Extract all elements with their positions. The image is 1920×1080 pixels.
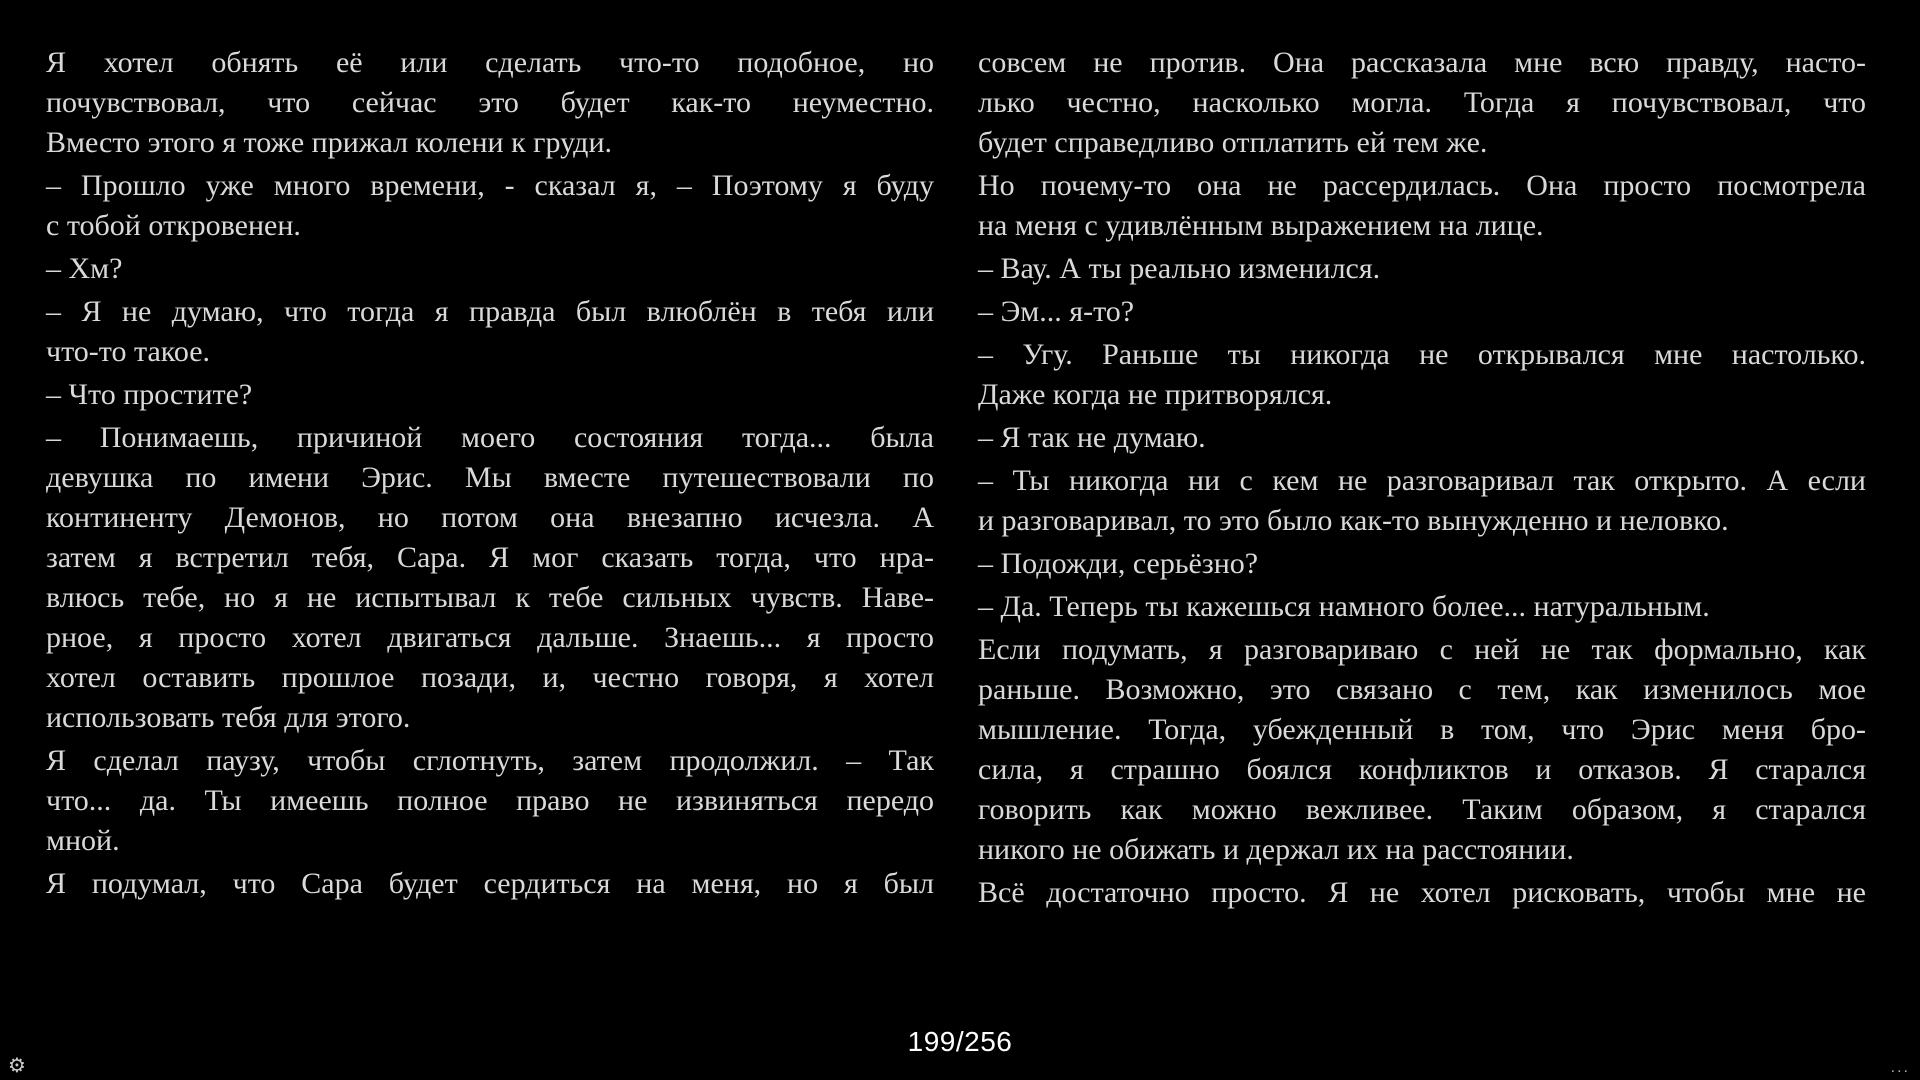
text-line: с тобой откровенен. xyxy=(46,209,301,242)
text-line: – Прошло уже много времени, - сказал я, – Поэтому я буду xyxy=(46,169,934,202)
text-line: что... да. Ты имеешь полное право не извиняться передо xyxy=(46,784,934,817)
paragraph xyxy=(978,292,1866,332)
paragraph xyxy=(978,335,1866,415)
text-line: – Хм? xyxy=(46,252,123,285)
text-line: хотел оставить прошлое позади, и, честно говоря, я хотел xyxy=(46,661,934,694)
text-line: использовать тебя для этого. xyxy=(46,701,411,734)
text-line: – Да. Теперь ты кажешься намного более... натуральным. xyxy=(978,590,1710,623)
text-line: Если подумать, я разговариваю с ней не так формально, как xyxy=(978,633,1866,666)
text-line: Я подумал, что Сара будет сердиться на меня, но я был xyxy=(46,867,934,900)
text-line: говорить как можно вежливее. Таким образом, я старался xyxy=(978,793,1866,826)
reader-column-right xyxy=(978,40,1866,916)
paragraph xyxy=(978,873,1866,913)
text-line: – Угу. Раньше ты никогда не открывался мне настолько. xyxy=(978,338,1866,371)
text-line: на меня с удивлённым выражением на лице. xyxy=(978,209,1544,242)
text-line: Даже когда не притворялся. xyxy=(978,378,1333,411)
text-line: – Что простите? xyxy=(46,378,253,411)
paragraph xyxy=(46,418,934,738)
text-line: континенту Демонов, но потом она внезапно исчезла. А xyxy=(46,501,934,534)
text-line: сила, я страшно боялся конфликтов и отказов. Я старался xyxy=(978,753,1866,786)
text-line: почувствовал, что сейчас это будет как-то неуместно. xyxy=(46,86,934,119)
paragraph xyxy=(978,461,1866,541)
paragraph xyxy=(46,375,934,415)
text-line: и разговаривал, то это было как-то вынужденно и неловко. xyxy=(978,504,1729,537)
text-line: – Вау. А ты реально изменился. xyxy=(978,252,1381,285)
text-line: Но почему-то она не рассердилась. Она просто посмотрела xyxy=(978,169,1866,202)
ellipsis-icon: ... xyxy=(1890,1059,1910,1076)
paragraph xyxy=(46,864,934,904)
text-line: – Понимаешь, причиной моего состояния тогда... была xyxy=(46,421,934,454)
paragraph xyxy=(46,43,934,163)
gear-icon: ⚙ xyxy=(8,1053,26,1077)
text-line: Я хотел обнять её или сделать что-то подобное, но xyxy=(46,46,934,79)
text-line: будет справедливо отплатить ей тем же. xyxy=(978,126,1488,159)
paragraph xyxy=(978,630,1866,870)
text-line: девушка по имени Эрис. Мы вместе путешествовали по xyxy=(46,461,934,494)
text-columns xyxy=(46,40,1866,916)
text-line: мной. xyxy=(46,824,120,857)
paragraph xyxy=(46,249,934,289)
text-line: – Я так не думаю. xyxy=(978,421,1206,454)
settings-button[interactable] xyxy=(8,1055,26,1075)
paragraph xyxy=(978,43,1866,163)
paragraph xyxy=(978,587,1866,627)
text-line: Всё достаточно просто. Я не хотел рисковать, чтобы мне не xyxy=(978,876,1866,909)
text-line: лько честно, насколько могла. Тогда я почувствовал, что xyxy=(978,86,1866,119)
text-line: влюсь тебе, но я не испытывал к тебе сильных чувств. Наве- xyxy=(46,581,934,614)
text-line: никого не обижать и держал их на расстоянии. xyxy=(978,833,1574,866)
text-line: раньше. Возможно, это связано с тем, как изменилось мое xyxy=(978,673,1866,706)
text-line: рное, я просто хотел двигаться дальше. Знаешь... я просто xyxy=(46,621,934,654)
text-line: – Я не думаю, что тогда я правда был влюблён в тебя или xyxy=(46,295,934,328)
text-line: – Эм... я-то? xyxy=(978,295,1135,328)
paragraph xyxy=(978,249,1866,289)
text-line: Я сделал паузу, чтобы сглотнуть, затем продолжил. – Так xyxy=(46,744,934,777)
text-line: – Подожди, серьёзно? xyxy=(978,547,1259,580)
reader-column-left xyxy=(46,40,934,916)
paragraph xyxy=(978,166,1866,246)
paragraph xyxy=(46,741,934,861)
paragraph xyxy=(46,166,934,246)
more-options-button[interactable] xyxy=(1890,1059,1910,1076)
text-line: затем я встретил тебя, Сара. Я мог сказать тогда, что нра- xyxy=(46,541,934,574)
text-line: Вместо этого я тоже прижал колени к груди. xyxy=(46,126,613,159)
text-line: мышление. Тогда, убежденный в том, что Эрис меня бро- xyxy=(978,713,1866,746)
text-line: что-то такое. xyxy=(46,335,211,368)
paragraph xyxy=(978,418,1866,458)
paragraph xyxy=(46,292,934,372)
text-line: совсем не против. Она рассказала мне всю правду, насто- xyxy=(978,46,1866,79)
text-line: – Ты никогда ни с кем не разговаривал так открыто. А если xyxy=(978,464,1866,497)
page-indicator: 199/256 xyxy=(907,1026,1013,1057)
paragraph xyxy=(978,544,1866,584)
